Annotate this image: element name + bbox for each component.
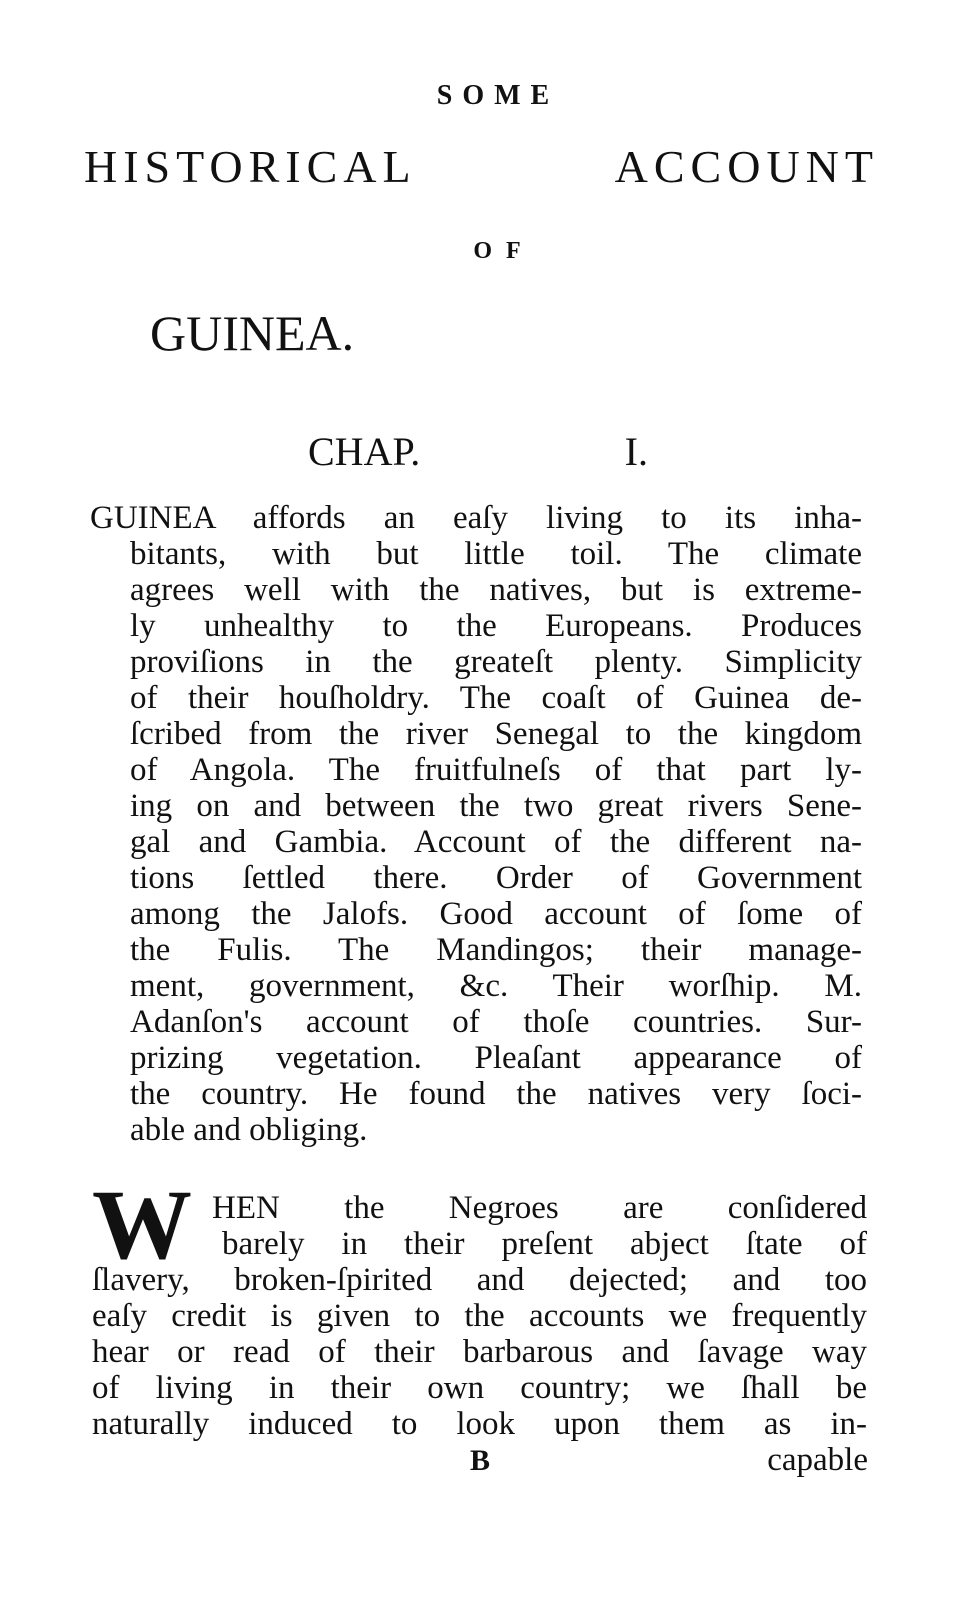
summary-line: ing on and between the two great rivers Sene-: [130, 788, 862, 824]
chapter-heading: CHAP. I.: [308, 429, 648, 474]
summary-line: able and obliging.: [130, 1112, 368, 1148]
summary-line: the country. He found the natives very ſoci-: [130, 1076, 862, 1112]
summary-line: proviſions in the greateſt plenty. Simplicity: [130, 644, 862, 680]
catchword: capable: [767, 1442, 868, 1478]
summary-line: ſcribed from the river Senegal to the kingdom: [130, 716, 862, 752]
drop-cap: W: [92, 1169, 192, 1280]
body-line: of living in their own country; we ſhall be: [92, 1370, 867, 1406]
summary-line: of Angola. The fruitfulneſs of that part ly-: [130, 752, 862, 788]
body-line: hear or read of their barbarous and ſavage way: [92, 1334, 867, 1370]
body-line: eaſy credit is given to the accounts we frequently: [92, 1298, 867, 1334]
summary-line: tions ſettled there. Order of Government: [130, 860, 862, 896]
summary-line: ment, government, &c. Their worſhip. M.: [130, 968, 862, 1004]
title-some: SOME: [436, 80, 560, 111]
title-of: OF: [473, 238, 535, 264]
summary-line: prizing vegetation. Pleaſant appearance of: [130, 1040, 862, 1076]
body-line: HEN the Negroes are conſidered: [212, 1190, 867, 1226]
title-historical-account: HISTORICAL ACCOUNT: [84, 141, 879, 192]
body-line: naturally induced to look upon them as in-: [92, 1406, 867, 1442]
body-line: ſlavery, broken-ſpirited and dejected; and too: [92, 1262, 867, 1298]
body-line: barely in their preſent abject ſtate of: [222, 1226, 867, 1262]
summary-line: among the Jalofs. Good account of ſome of: [130, 896, 862, 932]
summary-line: of their houſholdry. The coaſt of Guinea de-: [130, 680, 862, 716]
title-guinea: GUINEA.: [150, 305, 355, 361]
signature-mark: B: [470, 1444, 491, 1477]
summary-line: gal and Gambia. Account of the different na-: [130, 824, 862, 860]
summary-line: agrees well with the natives, but is extreme-: [130, 572, 862, 608]
summary-line: Adanſon's account of thoſe countries. Sur-: [130, 1004, 862, 1040]
summary-line: bitants, with but little toil. The climate: [130, 536, 862, 572]
summary-line: ly unhealthy to the Europeans. Produces: [130, 608, 862, 644]
summary-line: GUINEA affords an eaſy living to its inha-: [90, 500, 862, 536]
summary-line: the Fulis. The Mandingos; their manage-: [130, 932, 862, 968]
